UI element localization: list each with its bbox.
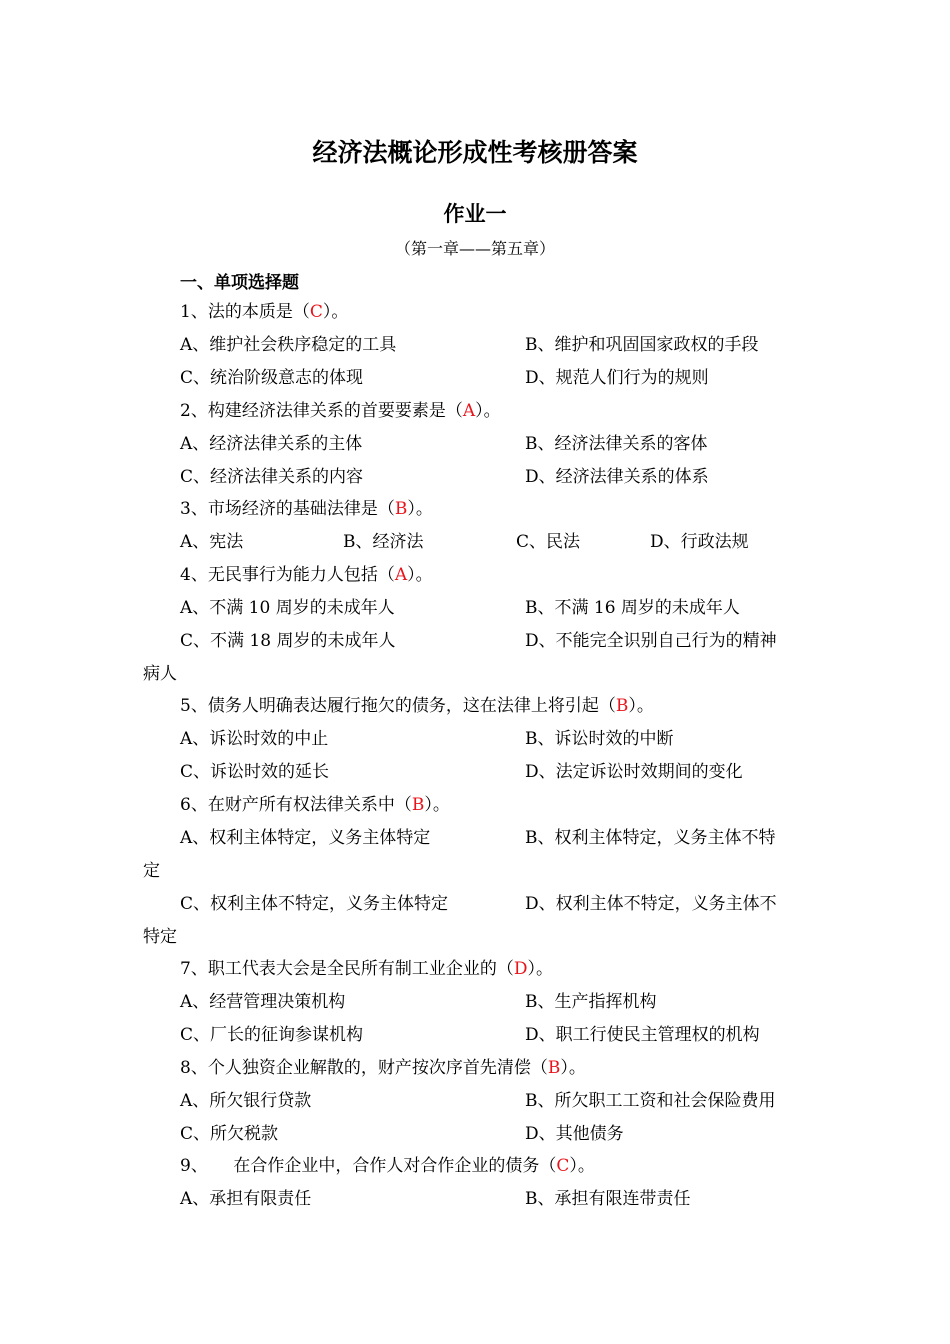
question-5: 5、债务人明确表达履行拖欠的债务，这在法律上将引起（B）。 [180,696,654,716]
option-5d: D、法定诉讼时效期间的变化 [525,762,743,782]
question-1: 1、法的本质是（C）。 [180,302,349,322]
question-4: 4、无民事行为能力人包括（A）。 [180,565,433,585]
option-3d: D、行政法规 [650,532,749,552]
option-6d-wrap: 特定 [143,927,177,947]
option-6a: A、权利主体特定，义务主体特定 [180,828,431,848]
option-4b: B、不满 16 周岁的未成年人 [525,598,740,618]
option-9a: A、承担有限责任 [180,1189,312,1209]
option-6d: D、权利主体不特定，义务主体不 [525,894,777,914]
section-heading: 一、单项选择题 [180,273,299,293]
option-3c: C、民法 [516,532,581,552]
option-7a: A、经营管理决策机构 [180,992,346,1012]
option-1c: C、统治阶级意志的体现 [180,368,364,388]
answer-9: C [556,1156,570,1176]
document-title: 经济法概论形成性考核册答案 [312,138,638,167]
option-1d: D、规范人们行为的规则 [525,368,709,388]
assignment-title: 作业一 [443,202,507,226]
option-3b: B、经济法 [343,532,424,552]
option-5b: B、诉讼时效的中断 [525,729,674,749]
option-4a: A、不满 10 周岁的未成年人 [180,598,395,618]
question-2: 2、构建经济法律关系的首要要素是（A）。 [180,401,501,421]
option-1b: B、维护和巩固国家政权的手段 [525,335,759,355]
option-3a: A、宪法 [180,532,244,552]
option-8d: D、其他债务 [525,1124,624,1144]
chapter-range: （第一章——第五章） [394,239,555,258]
answer-5: B [615,696,629,716]
option-2c: C、经济法律关系的内容 [180,467,364,487]
answer-4: A [394,565,408,585]
option-2d: D、经济法律关系的体系 [525,467,709,487]
option-4c: C、不满 18 周岁的未成年人 [180,631,396,651]
option-7d: D、职工行使民主管理权的机构 [525,1025,760,1045]
option-8c: C、所欠税款 [180,1124,279,1144]
answer-7: D [513,959,528,979]
answer-8: B [547,1058,561,1078]
question-6: 6、在财产所有权法律关系中（B）。 [180,795,450,815]
option-6b-wrap: 定 [143,861,160,881]
option-6b: B、权利主体特定，义务主体不特 [525,828,776,848]
answer-1: C [309,302,323,322]
option-6c: C、权利主体不特定，义务主体特定 [180,894,449,914]
option-5a: A、诉讼时效的中止 [180,729,329,749]
option-7b: B、生产指挥机构 [525,992,657,1012]
option-1a: A、维护社会秩序稳定的工具 [180,335,397,355]
option-4d: D、不能完全识别自己行为的精神 [525,631,777,651]
question-8: 8、个人独资企业解散的，财产按次序首先清偿（B）。 [180,1058,586,1078]
option-9b: B、承担有限连带责任 [525,1189,691,1209]
answer-2: A [462,401,476,421]
option-8b: B、所欠职工工资和社会保险费用 [525,1091,776,1111]
answer-3: B [394,499,408,519]
question-9: 9、 在合作企业中，合作人对合作企业的债务（C）。 [180,1156,595,1176]
option-5c: C、诉讼时效的延长 [180,762,330,782]
answer-6: B [411,795,425,815]
option-8a: A、所欠银行贷款 [180,1091,312,1111]
option-2b: B、经济法律关系的客体 [525,434,708,454]
option-7c: C、厂长的征询参谋机构 [180,1025,364,1045]
question-7: 7、职工代表大会是全民所有制工业企业的（D）。 [180,959,553,979]
option-2a: A、经济法律关系的主体 [180,434,363,454]
option-4d-wrap: 病人 [143,664,177,684]
question-3: 3、市场经济的基础法律是（B）。 [180,499,433,519]
